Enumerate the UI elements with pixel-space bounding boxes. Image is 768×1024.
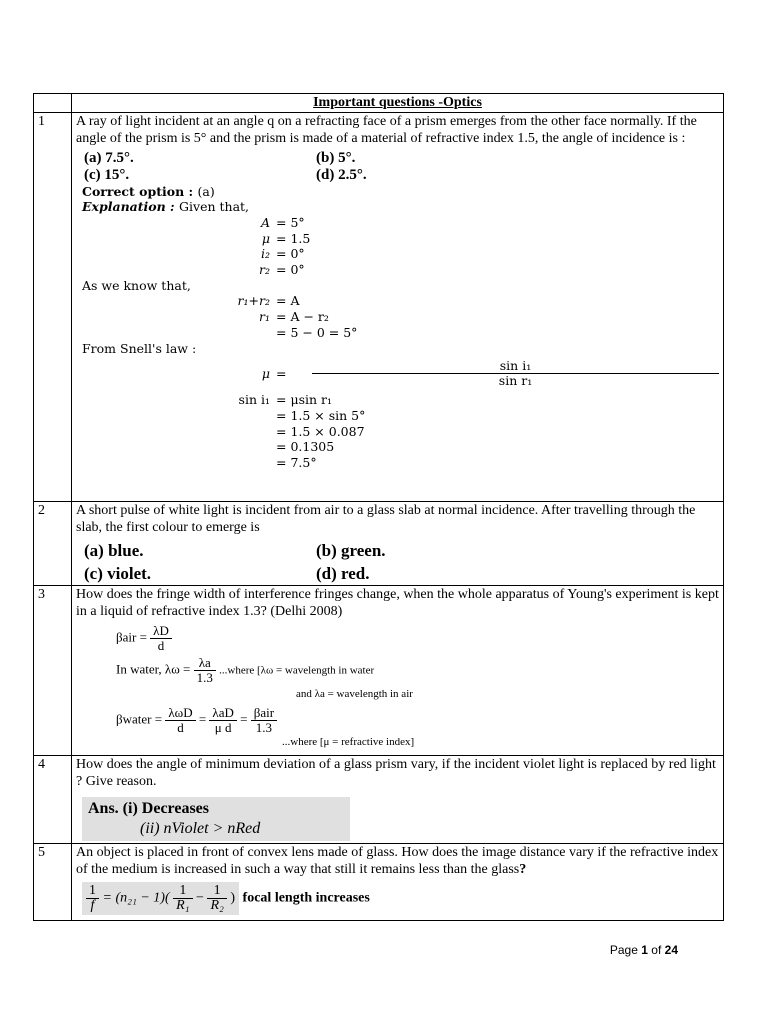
question-4-cell [72, 755, 724, 843]
know-3: = 5 − 0 = 5° [276, 324, 358, 340]
question-1-text: A ray of light incident at an angle q on a refracting face of a prism emerges from the other face normally. If the angle of the prism is 5° and the prism is made of a material of refractive index 1.5, the angle of incidence is : [76, 113, 697, 146]
option-c: (c) violet. [84, 563, 152, 583]
question-2-cell [72, 501, 724, 585]
option-b: (b) green. [316, 540, 386, 560]
lens-maker-formula: $\frac{1}{f}$ = (n₂₁ − 1)( $\frac{1}{\text{R₁}}$ − $\frac{1}{\text{R₂}}$ ) [82, 882, 239, 915]
page-title: Important questions -Optics [72, 94, 724, 113]
question-number: 1 [34, 112, 72, 501]
given-1: A = 5° [260, 214, 305, 230]
calc-4: = 0.1305 [276, 439, 335, 455]
know-2: r₁ = A − r₂ [259, 309, 329, 325]
result-text: focal length increases [242, 890, 370, 906]
question-row-4 [34, 755, 724, 843]
questions-table [33, 93, 724, 921]
title-row [34, 94, 724, 113]
explanation-heading: Explanation : Given that, [82, 199, 250, 215]
option-d: (d) 2.5°. [316, 166, 367, 183]
page-footer: Page 1 of 24 [609, 943, 678, 957]
correct-option: Correct option : (a) [82, 183, 215, 199]
title-num-cell [34, 94, 72, 113]
where-note-3: ...where [μ = refractive index] [282, 736, 415, 748]
option-a: (a) blue. [84, 540, 144, 560]
question-2-options [76, 539, 719, 585]
question-number: 4 [34, 755, 72, 843]
solution-1 [76, 184, 719, 471]
question-1-options [76, 150, 719, 184]
question-row-2 [34, 501, 724, 585]
calc-3: = 1.5 × 0.087 [276, 423, 365, 439]
question-number: 5 [34, 843, 72, 920]
question-3-cell [72, 585, 724, 755]
option-c: (c) 15°. [84, 166, 130, 183]
question-row-5 [34, 843, 724, 920]
where-note-1: ...where [λω = wavelength in water [219, 663, 375, 676]
as-we-know: As we know that, [82, 277, 191, 293]
question-5-text: An object is placed in front of convex lens made of glass. How does the image distance vary if the refractive index of the medium is increased in such a way that still it remains less than the glass? [76, 844, 719, 877]
question-3-text: How does the fringe width of interference fringes change, when the whole apparatus of Young's experiment is kept in a liquid of refractive index 1.3? (Delhi 2008) [76, 586, 719, 619]
calc-1: sin i₁ = μsin r₁ [238, 392, 332, 408]
question-row-3 [34, 585, 724, 755]
question-row-1 [34, 112, 724, 501]
calc-2: = 1.5 × sin 5° [276, 407, 366, 423]
question-4-text: How does the angle of minimum deviation of a glass prism vary, if the incident violet light is replaced by red light ? Give reason. [76, 756, 716, 789]
where-note-2: and λa = wavelength in air [296, 687, 413, 700]
given-4: r₂ = 0° [259, 262, 305, 278]
option-a: (a) 7.5°. [84, 149, 134, 166]
question-number: 3 [34, 585, 72, 755]
beta-water-equation: βwater = $\frac{\text{λωD}}{d}$ = $\frac{\text{λaD}}{\text{μ d}}$ = $\frac{\text{βair}}{1.3}$ [116, 706, 719, 735]
question-5-cell [72, 843, 724, 920]
option-d: (d) red. [316, 563, 370, 583]
question-3-solution [76, 624, 719, 752]
calc-5: = 7.5° [276, 455, 317, 471]
snell-equation: μ = $\frac{\text{sin i₁}}{\text{sin r₁}}$ [76, 359, 719, 389]
beta-air-equation: βair = $\frac{\lambda D}{d}$ [116, 624, 719, 653]
snell-heading: From Snell's law : [82, 340, 197, 356]
lambda-water-equation: In water, λω = $\frac{\lambda a}{1.3}$ ...where [λω = wavelength in water [116, 654, 375, 685]
given-2: μ = 1.5 [261, 230, 311, 246]
lens-formula-row [76, 882, 719, 915]
question-number: 2 [34, 501, 72, 585]
know-1: r₁+r₂ = A [237, 293, 300, 309]
snell-fraction: $\frac{\text{sin i₁}}{\text{sin r₁}}$ [312, 359, 719, 389]
question-2-text: A short pulse of white light is incident from air to a glass slab at normal incidence. After travelling through the slab, the first colour to emerge is [76, 502, 696, 535]
given-3: i₂ = 0° [260, 246, 305, 262]
answer-box: Ans. (i) Decreases (ii) nViolet > nRed [82, 797, 350, 841]
question-1-cell [72, 112, 724, 501]
option-b: (b) 5°. [316, 149, 356, 166]
